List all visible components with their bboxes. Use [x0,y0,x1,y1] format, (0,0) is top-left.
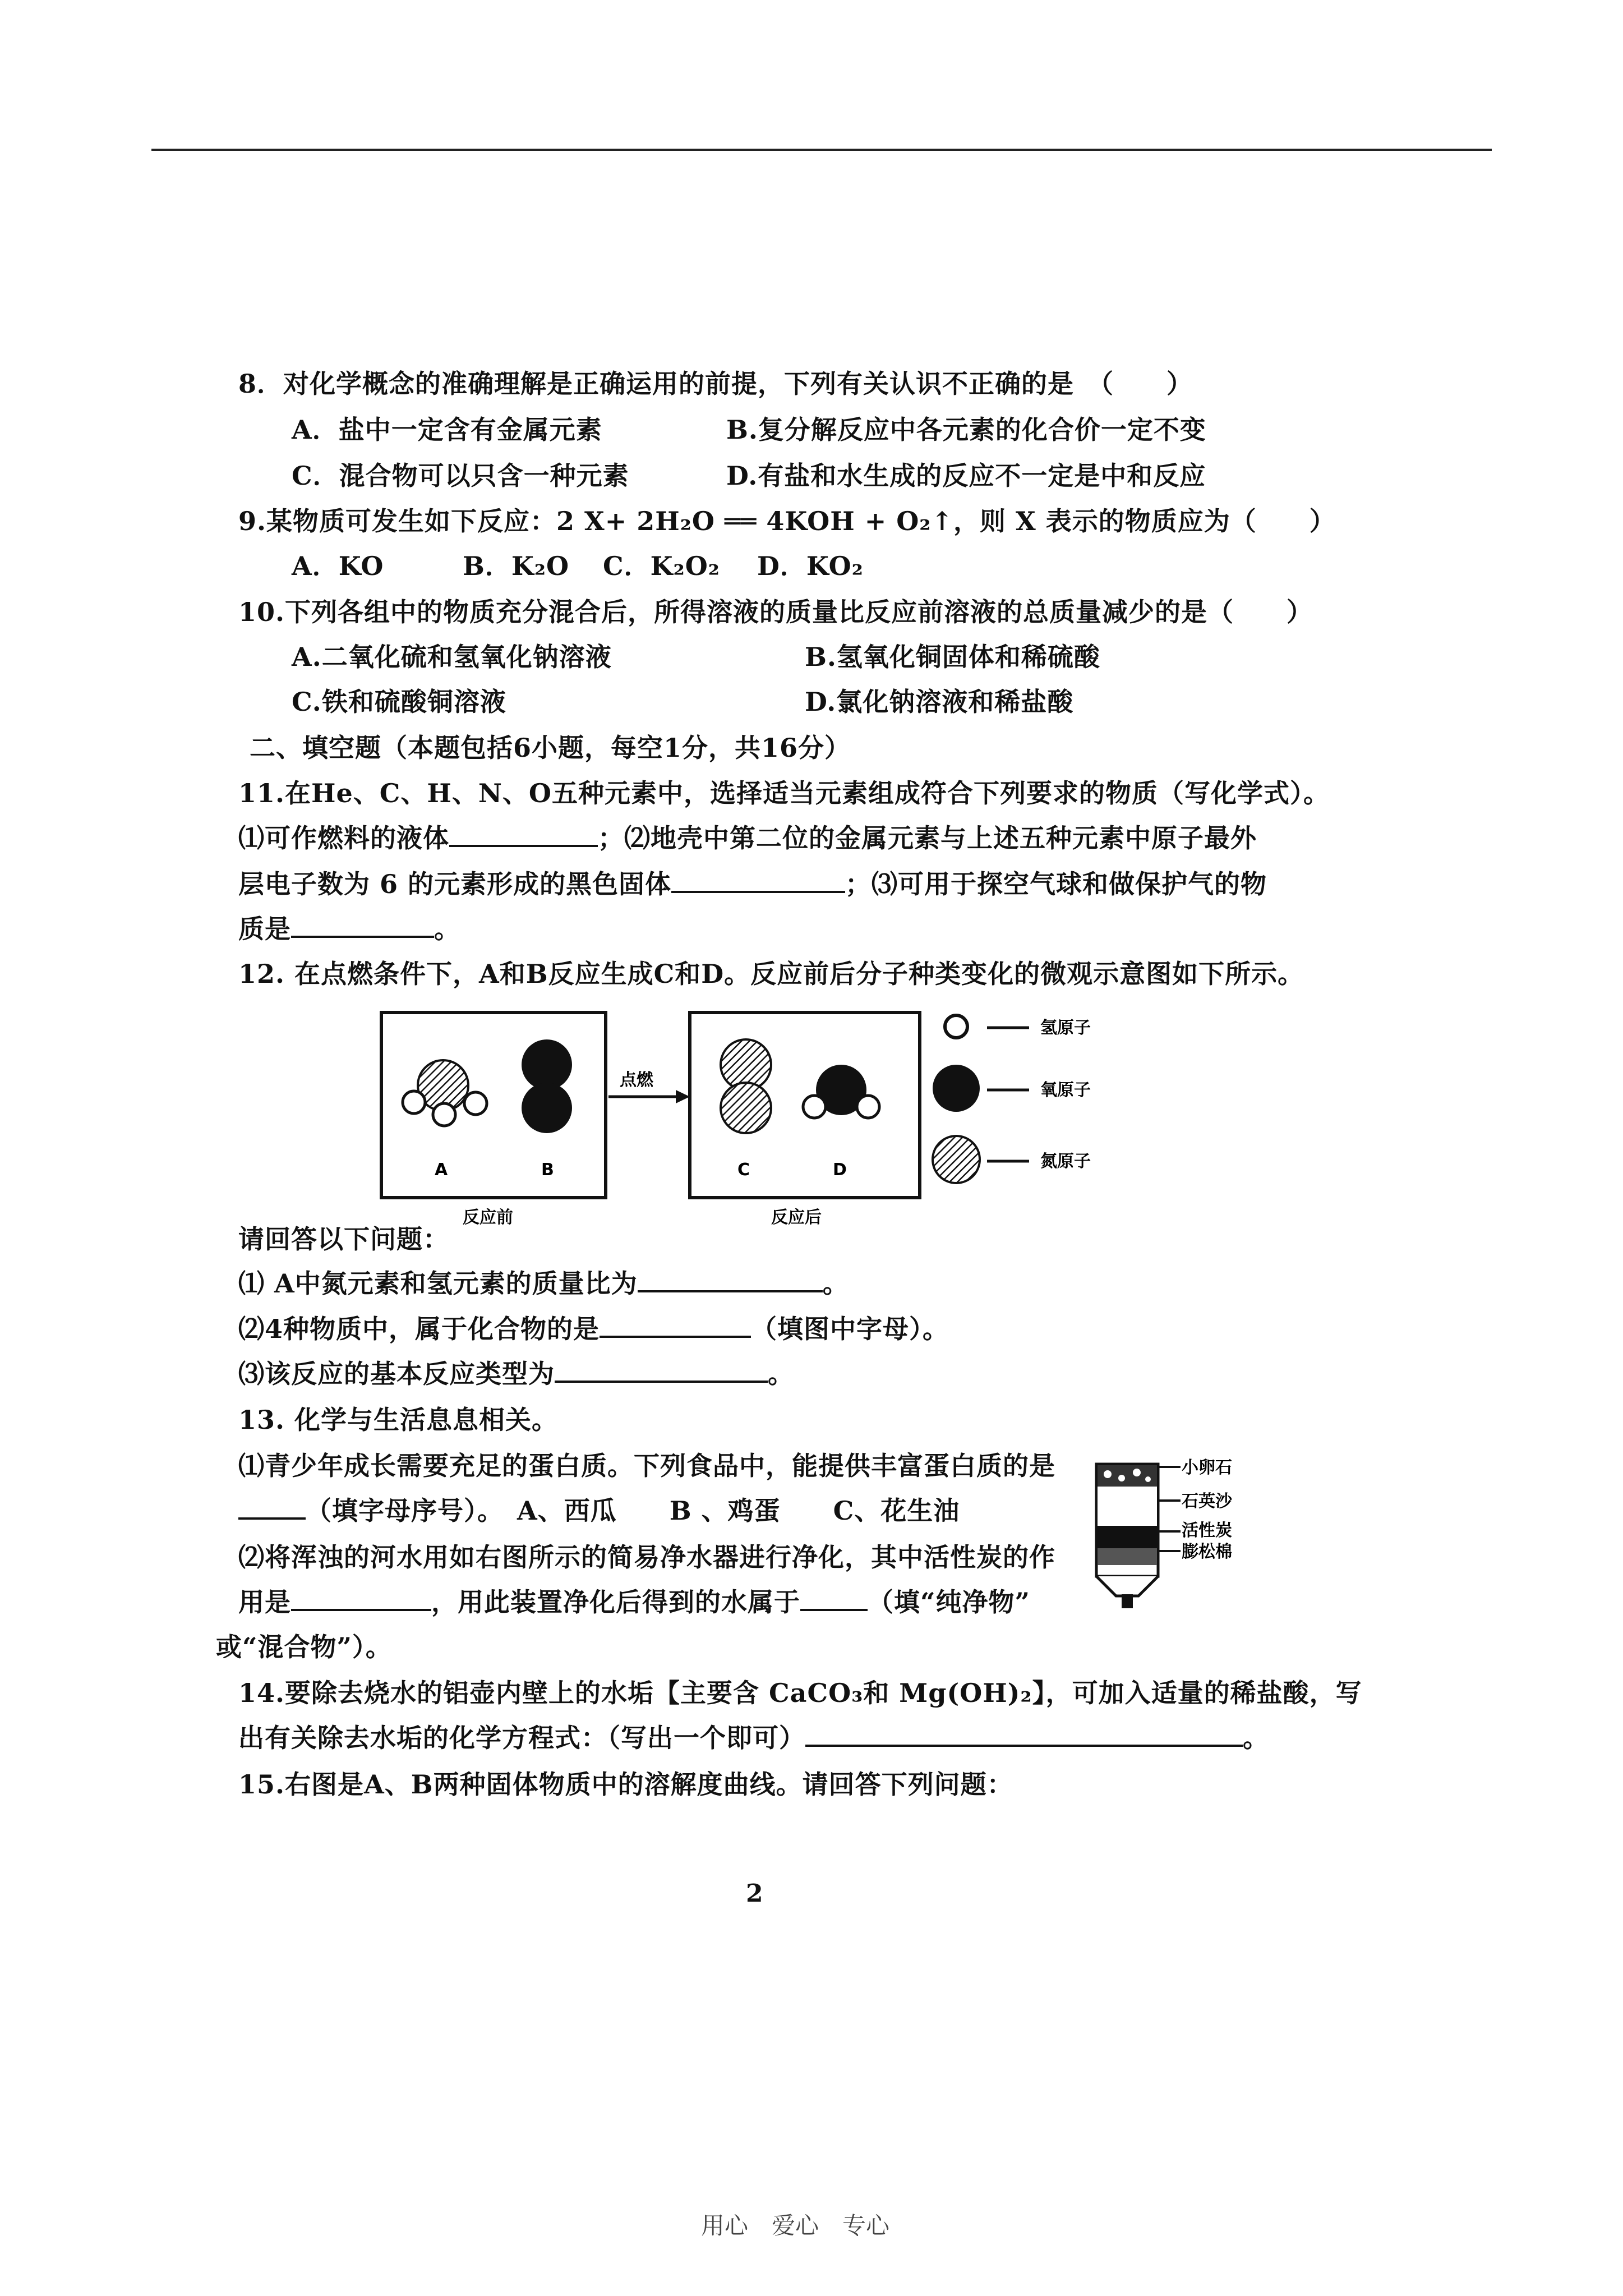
q13-sub4: 或“混合物”）。 [216,1632,392,1662]
q13-sub1b-text: （填字母序号）。 A、西瓜 B 、鸡蛋 C、花生油 [306,1496,960,1526]
q11-line4 [238,909,460,946]
q11-line1: 11.在He、C、H、N、O五种元素中，选择适当元素组成符合下列要求的物质（写化学式）。 [238,778,1330,808]
q14-line1: 14.要除去烧水的铝壶内壁上的水垢【主要含 CaCO₃和 Mg(OH)₂】，可加入适量的稀盐酸，写 [238,1678,1362,1708]
header-rule [151,149,1492,151]
q11-part2-text: ；⑵地壳中第二位的金属元素与上述五种元素中原子最外 [598,823,1257,853]
page-footer: 用心 爱心 专心 [701,2212,890,2239]
label-a: A [435,1160,448,1180]
q11-line2 [238,818,1257,855]
q11-part5-text: 质是 [238,914,291,944]
q8-option-b: B.复分解反应中各元素的化合价一定不变 [726,415,1206,445]
q11-line3 [238,864,1267,901]
q12-sub2-end: （填图中字母）。 [751,1314,949,1344]
q13-sub3-mid: ，用此装置净化后得到的水属于 [431,1587,800,1617]
molecule-c-icon [721,1039,771,1133]
q14-answer-blank[interactable] [805,1722,1243,1747]
molecule-d-icon [803,1065,879,1118]
label-b: B [541,1160,554,1180]
q13-answer-blank-3[interactable] [800,1586,868,1611]
label-after: 反应后 [771,1208,822,1227]
q12-sub1 [238,1263,849,1300]
q13-sub2: ⑵将浑浊的河水用如右图所示的简易净水器进行净化，其中活性炭的作 [238,1542,1055,1572]
filter-label-carbon: 活性炭 [1182,1521,1232,1540]
q11-end-text: 。 [434,914,460,944]
label-before: 反应前 [463,1208,513,1227]
q15-stem: 15.右图是A、B两种固体物质中的溶解度曲线。请回答下列问题： [238,1769,1013,1800]
q11-part3-text: 层电子数为 6 的元素形成的黑色固体 [238,869,672,899]
q12-answer-blank-2[interactable] [600,1313,751,1338]
q12-sub2-text: ⑵4种物质中，属于化合物的是 [238,1314,600,1344]
q11-part1-text: ⑴可作燃料的液体 [238,823,449,853]
section-heading: 二、填空题（本题包括6小题，每空1分，共16分） [250,733,851,763]
label-c: C [737,1160,750,1180]
nitrogen-atom-icon [933,1136,980,1183]
q13-sub3 [238,1582,1030,1619]
q12-ask: 请回答以下问题： [238,1224,449,1254]
q8-option-d: D.有盐和水生成的反应不一定是中和反应 [726,461,1206,491]
legend-oxygen-label: 氧原子 [1040,1080,1091,1100]
q13-sub1: ⑴青少年成长需要充足的蛋白质。下列食品中，能提供丰富蛋白质的是 [238,1451,1055,1481]
q12-answer-blank-1[interactable] [638,1268,823,1292]
q9-option-d: D．KO₂ [757,551,864,581]
filter-label-pebbles: 小卵石 [1182,1458,1232,1478]
oxygen-atom-icon [933,1065,980,1112]
q12-stem: 12. 在点燃条件下，A和B反应生成C和D。反应前后分子种类变化的微观示意图如下所示。 [238,959,1304,989]
q8-option-c: C．混合物可以只含一种元素 [292,461,629,491]
q12-sub3-end: 。 [768,1359,794,1389]
q13-sub3-end: （填“纯净物” [868,1587,1030,1617]
q12-sub1-text: ⑴ A中氮元素和氢元素的质量比为 [238,1268,638,1299]
q10-stem: 10.下列各组中的物质充分混合后，所得溶液的质量比反应前溶液的总质量减少的是（ ） [238,597,1313,627]
water-filter-diagram [1091,1447,1270,1616]
q13-sub1b [238,1490,960,1527]
q11-part4-text: ；⑶可用于探空气球和做保护气的物 [845,869,1267,899]
q9-stem: 9.某物质可发生如下反应：2 X+ 2H₂O ══ 4KOH + O₂↑，则 X 表示的物质应为（ ） [238,506,1336,536]
q12-sub1-end: 。 [822,1268,849,1299]
q14-line2 [238,1718,1269,1755]
q9-option-a: A．KO [292,551,384,581]
reaction-arrow-icon [608,1090,690,1103]
q10-option-a: A.二氧化硫和氢氧化钠溶液 [292,642,612,672]
molecule-b-icon [522,1039,572,1133]
reaction-diagram [370,1007,1324,1231]
q8-stem: 8．对化学概念的准确理解是正确运用的前提，下列有关认识不正确的是 （ ） [238,369,1193,399]
q14-line2-end: 。 [1243,1723,1269,1753]
q12-sub2 [238,1309,949,1346]
legend-hydrogen-label: 氢原子 [1040,1018,1091,1038]
q13-answer-blank-2[interactable] [291,1586,431,1611]
q12-sub3-text: ⑶该反应的基本反应类型为 [238,1359,555,1389]
legend-oxygen [933,1065,1091,1112]
q12-answer-blank-3[interactable] [555,1358,768,1383]
arrow-condition-label: 点燃 [620,1070,653,1090]
q12-sub3 [238,1354,794,1391]
molecule-a-icon [403,1060,487,1126]
q9-option-b: B．K₂O [463,551,570,581]
q11-answer-blank-1[interactable] [449,822,598,847]
hydrogen-atom-icon [945,1015,967,1038]
legend-nitrogen-label: 氮原子 [1040,1152,1091,1171]
q13-sub3-text: 用是 [238,1587,291,1617]
q10-option-b: B.氢氧化铜固体和稀硫酸 [805,642,1100,672]
q8-option-a: A．盐中一定含有金属元素 [292,415,602,445]
legend-nitrogen [933,1136,1091,1183]
q14-line2-text: 出有关除去水垢的化学方程式：（写出一个即可） [238,1723,805,1753]
legend-hydrogen [945,1015,1091,1038]
q11-answer-blank-2[interactable] [671,868,845,893]
q13-stem: 13. 化学与生活息息相关。 [238,1405,559,1435]
q13-answer-blank-1[interactable] [238,1495,306,1520]
q10-option-d: D.氯化钠溶液和稀盐酸 [805,687,1074,717]
q10-option-c: C.铁和硫酸铜溶液 [292,687,506,717]
filter-label-sand: 石英沙 [1182,1492,1232,1511]
page-number: 2 [746,1879,763,1908]
filter-label-cotton: 膨松棉 [1182,1542,1232,1562]
q11-answer-blank-3[interactable] [291,913,434,938]
water-filter-icon [1096,1464,1158,1608]
label-d: D [833,1160,847,1180]
q9-option-c: C．K₂O₂ [603,551,720,581]
